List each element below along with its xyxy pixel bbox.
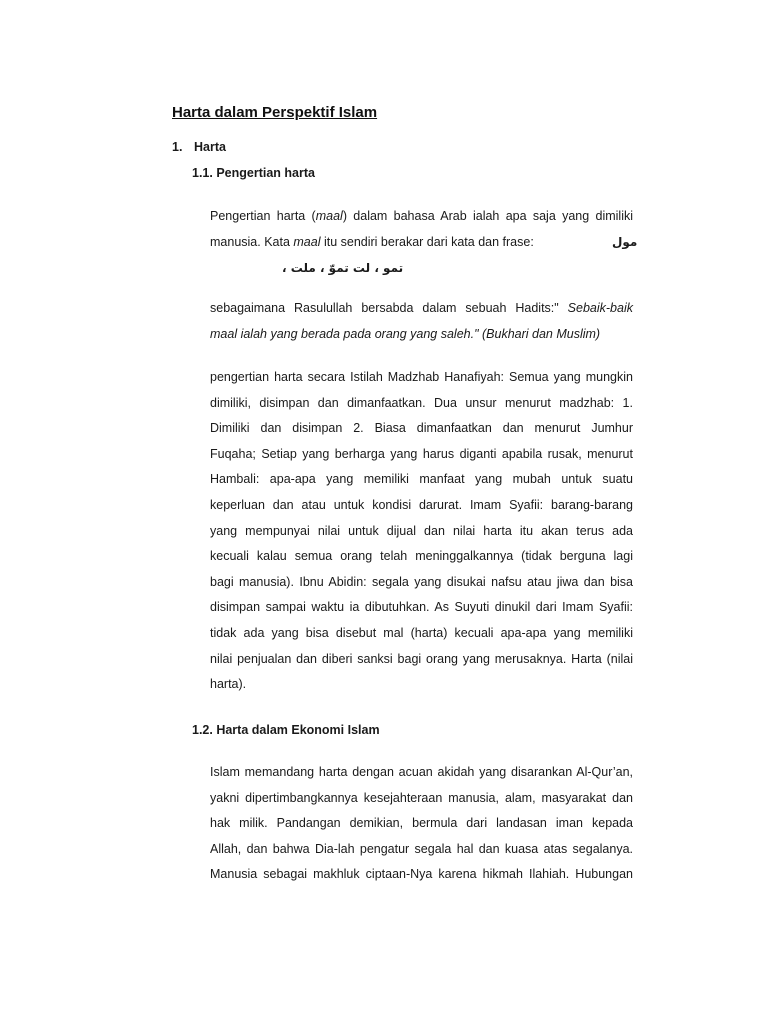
paragraph-line: hak milik. Pandangan demikian, bermula dari landasan iman kepada (210, 816, 633, 831)
paragraph-line: Manusia sebagai makhluk ciptaan-Nya karena hikmah Ilahiah. Hubungan (210, 867, 633, 882)
paragraph-hadith (210, 296, 633, 347)
paragraph-line: tidak ada yang bisa disebut mal (harta) kecuali apa-apa yang memiliki (210, 625, 633, 640)
paragraph-line: Dimiliki dan disimpan 2. Biasa dimanfaatkan dan menurut Jumhur (210, 421, 633, 436)
paragraph-line: bagi manusia). Ibnu Abidin: segala yang disukai nafsu atau jiwa dan bisa (210, 574, 633, 589)
paragraph-line: Islam memandang harta dengan acuan akidah yang disarankan Al-Qur’an, (210, 765, 633, 779)
subsection-heading-ekonomi: 1.2. Harta dalam Ekonomi Islam (192, 723, 380, 737)
paragraph-definition (210, 204, 633, 255)
paragraph-line: yakni dipertimbangkannya kesejahteraan manusia, alam, masyarakat dan (210, 790, 633, 805)
paragraph-line: Allah, dan bahwa Dia-lah pengatur segala hal dan kuasa atas segalanya. (210, 841, 633, 856)
section-heading-harta (172, 140, 226, 154)
document-title: Harta dalam Perspektif Islam (172, 104, 378, 121)
paragraph-madzhab (210, 365, 633, 698)
section-label: Harta (194, 140, 226, 154)
paragraph-line: nilai penjualan dan diberi sanksi bagi orang yang merusaknya. Harta (nilai (210, 651, 633, 666)
paragraph-ekonomi (210, 760, 633, 888)
paragraph-line: keperluan dan atau untuk kondisi darurat. Imam Syafii: barang-barang (210, 497, 633, 512)
paragraph-line: harta). (210, 677, 247, 692)
paragraph-line: dimiliki, disimpan dan dimanfaatkan. Dua unsur menurut madzhab: 1. (210, 395, 633, 410)
paragraph-line: Pengertian harta (maal) dalam bahasa Arab ialah apa saja yang dimiliki (210, 209, 633, 223)
paragraph-line: kecuali kalau semua orang telah meninggalkannya (tidak berguna lagi (210, 549, 633, 564)
paragraph-line: manusia. Kata maal itu sendiri berakar dari kata dan frase: (210, 234, 534, 249)
arabic-root-word: مول (612, 235, 638, 249)
section-number: 1. (172, 140, 183, 154)
paragraph-line: yang mempunyai nilai untuk dijual dan nilai harta itu akan terus ada (210, 523, 633, 538)
paragraph-line: pengertian harta secara Istilah Madzhab Hanafiyah: Semua yang mungkin (210, 370, 633, 384)
paragraph-line: Hambali: apa-apa yang memiliki manfaat yang mubah untuk suatu (210, 472, 633, 487)
paragraph-line: maal ialah yang berada pada orang yang saleh." (Bukhari dan Muslim) (210, 326, 601, 341)
paragraph-line: sebagaimana Rasulullah bersabda dalam sebuah Hadits:" Sebaik-baik (210, 301, 633, 315)
arabic-phrase: تمو ، لت تموّ ، ملت ، (282, 261, 404, 275)
paragraph-line: Fuqaha; Setiap yang berharga yang harus diganti apabila rusak, menurut (210, 446, 633, 461)
paragraph-line: disimpan sampai waktu ia dibutuhkan. As Suyuti dinukil dari Imam Syafii: (210, 600, 633, 615)
subsection-heading-pengertian: 1.1. Pengertian harta (192, 166, 315, 180)
